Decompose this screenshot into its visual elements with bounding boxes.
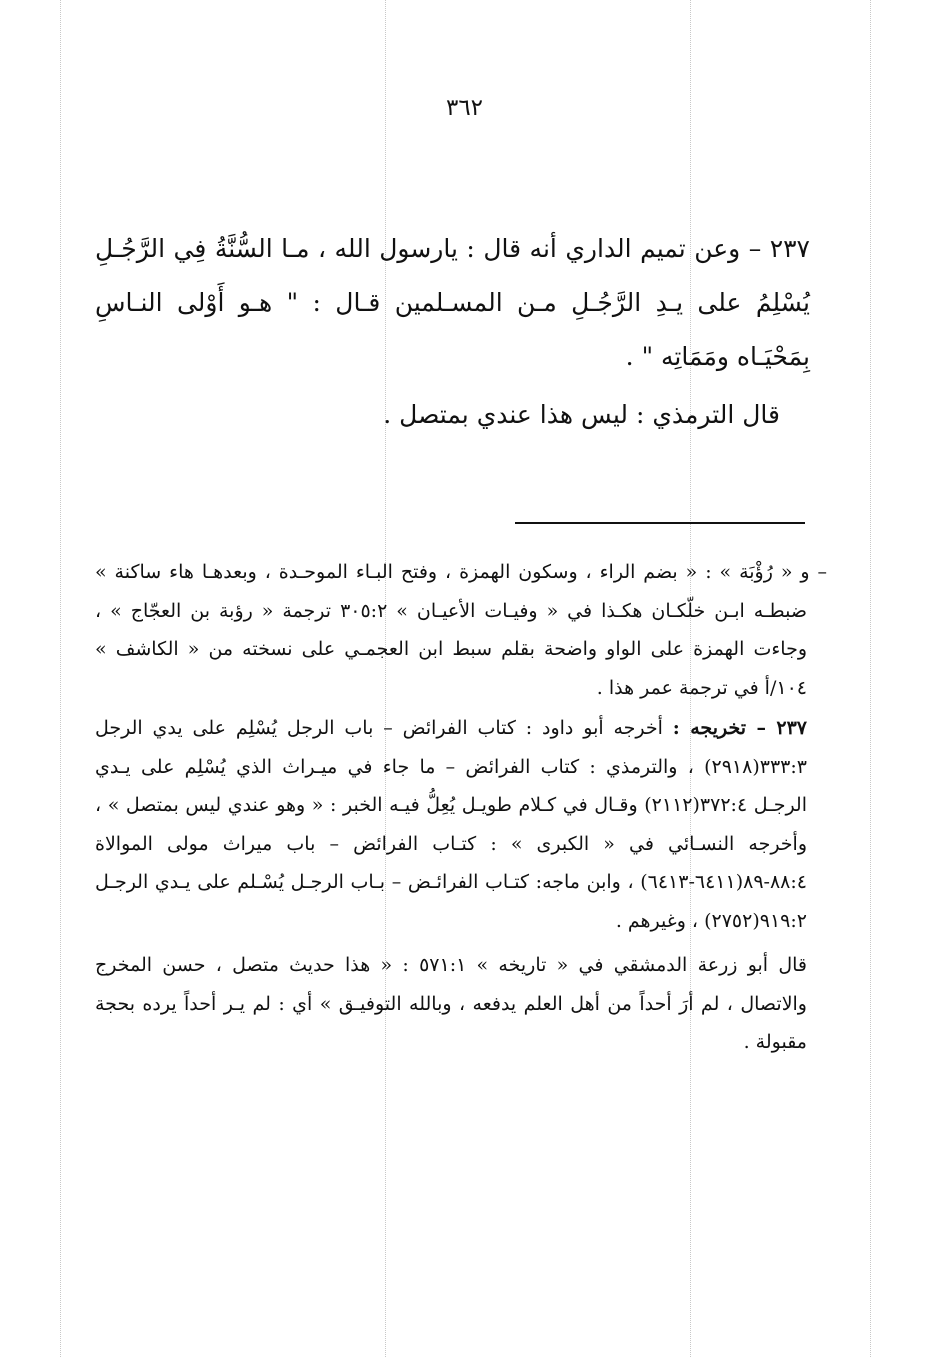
hadith-text — [95, 222, 810, 442]
takhrij-label: ٢٣٧ – تخريجه : — [672, 717, 808, 739]
footnote-separator — [515, 522, 805, 524]
hadith-body: ٢٣٧ – وعن تميم الداري أنه قال : يارسول الله ، مـا السُّنَّةُ فِي الرَّجُـلِ يُسْلِمُ على يـدِ الرَّجُـلِ مـن المسـلمين قـال : " هـو أَوْلى النـاسِ بِمَحْيَـاه ومَمَاتِه " . — [95, 234, 810, 371]
page-number: ٣٦٢ — [445, 95, 484, 121]
tirmidhi-comment: قال الترمذي : ليس هذا عندي بمتصل . — [383, 400, 780, 429]
footnote-ruwbah: – و « رُؤْبَة » : « بضم الراء ، وسكون الهمزة ، وفتح البـاء الموحـدة ، وبعدهـا هاء ساكنة » ضبطـه ابـن خلّكـان هكـذا في « وفيـات الأعيـان » ٣٠٥:٢ ترجمة « رؤبة بن العجّاج » ، وجاءت الهمزة على الواو واضحة بقلم سبط ابن العجمـي على نسخته من « الكاشف » ١٠٤/أ في ترجمة عمر هذا . — [95, 561, 827, 699]
margin-guide — [870, 0, 871, 1357]
footnote-takhrij — [95, 709, 807, 940]
takhrij-text: أخرجه أبو داود : كتاب الفرائض – باب الرجل يُسْلِم على يدي الرجل ٣٣٣:٣(٢٩١٨) ، والترمذي : كتاب الفرائض – ما جاء في ميـراث الذي يُسْلِم على يـدي الرجـل ٣٧٢:٤(٢١١٢) وقـال في كـلام طويـل يُعِلُّ فيـه الخبر : « وهو عندي ليس بمتصل » ، وأخرجه النسـائي في « الكبرى » : كتـاب الفرائض – باب ميراث مولى الموالاة ٨٨:٤-٨٩(٦٤١١-٦٤١٣) ، وابن ماجه: كتـاب الفرائـض – بـاب الرجـل يُسْـلم على يـدي الرجـل ٩١٩:٢(٢٧٥٢) ، وغيرهم . — [95, 717, 807, 932]
footnotes — [95, 553, 827, 1062]
margin-guide — [60, 0, 61, 1357]
footnote-abu-zurah: قال أبو زرعة الدمشقي في « تاريخه » ٥٧١:١ : « هذا حديث متصل ، حسن المخرج والاتصال ، لم أرَ أحداً من أهل العلم يدفعه ، وبالله التوفيـق » أي : لم يـر أحداً يرده بحجة مقبولة . — [95, 954, 807, 1053]
